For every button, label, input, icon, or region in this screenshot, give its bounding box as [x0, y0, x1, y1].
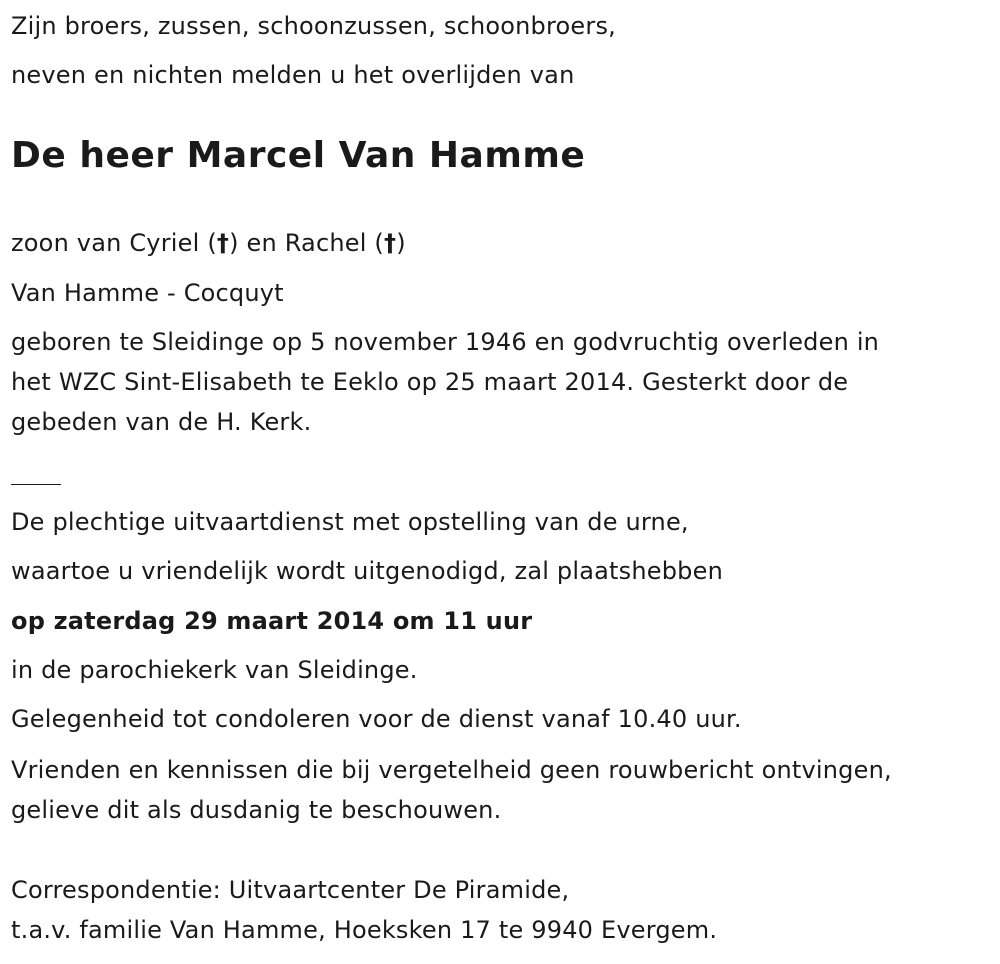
divider	[11, 484, 61, 485]
parents-suffix: )	[396, 229, 406, 257]
service-location: in de parochiekerk van Sleidinge.	[11, 656, 418, 684]
intro-line-1: Zijn broers, zussen, schoonzussen, schoonbroers,	[11, 12, 616, 40]
parents-mid: ) en Rachel (	[229, 229, 384, 257]
parents-surnames: Van Hamme - Cocquyt	[11, 279, 284, 307]
birth-death-line-2: het WZC Sint-Elisabeth te Eeklo op 25 maart 2014. Gesterkt door de	[11, 368, 849, 396]
cross-icon: †	[216, 229, 230, 257]
intro-line-2: neven en nichten melden u het overlijden van	[11, 61, 575, 89]
cross-icon: †	[383, 229, 397, 257]
notice-line-1: Vrienden en kennissen die bij vergetelheid geen rouwbericht ontvingen,	[11, 756, 892, 784]
notice-line-2: gelieve dit als dusdanig te beschouwen.	[11, 796, 502, 824]
parents-prefix: zoon van Cyriel (	[11, 229, 217, 257]
service-line-1: De plechtige uitvaartdienst met opstelling van de urne,	[11, 508, 689, 536]
condolences-info: Gelegenheid tot condoleren voor de dienst vanaf 10.40 uur.	[11, 705, 742, 733]
service-line-2: waartoe u vriendelijk wordt uitgenodigd, zal plaatshebben	[11, 557, 723, 585]
service-date-time: op zaterdag 29 maart 2014 om 11 uur	[11, 607, 533, 635]
correspondence-line-1: Correspondentie: Uitvaartcenter De Piramide,	[11, 876, 570, 904]
correspondence-line-2: t.a.v. familie Van Hamme, Hoeksken 17 te 9940 Evergem.	[11, 916, 718, 944]
parents-line	[11, 223, 406, 263]
birth-death-line-3: gebeden van de H. Kerk.	[11, 408, 312, 436]
deceased-name: De heer Marcel Van Hamme	[11, 135, 586, 176]
birth-death-line-1: geboren te Sleidinge op 5 november 1946 en godvruchtig overleden in	[11, 328, 880, 356]
